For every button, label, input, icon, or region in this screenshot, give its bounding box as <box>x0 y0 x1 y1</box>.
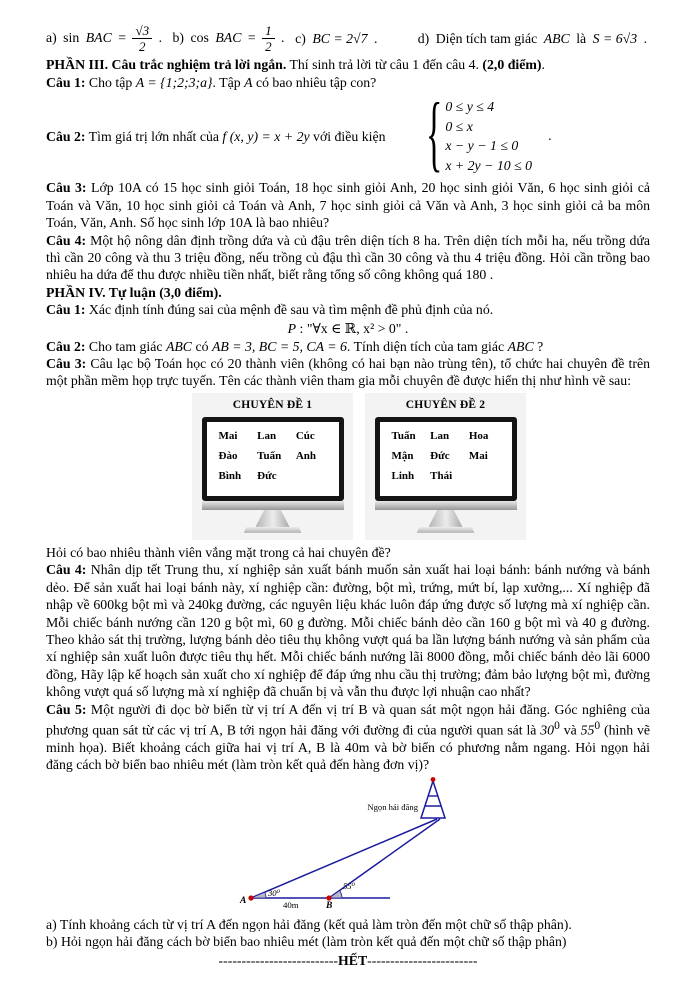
end-of-exam-line <box>46 952 650 970</box>
question-text: Hỏi ngọn hải đăng cách bờ biển bao nhiêu mét (làm tròn kết quả đến một chữ số thập phân) <box>57 934 567 950</box>
angle-A-label: 30⁰ <box>268 887 281 898</box>
sub-question-b <box>46 933 650 950</box>
sub-question-a <box>46 916 650 933</box>
question-label: Câu 4: <box>46 232 87 248</box>
point-A-label: A <box>240 895 247 906</box>
participant-name: Anh <box>295 449 317 462</box>
seminar-monitors-figure <box>192 393 650 540</box>
seminar-panel-1 <box>192 393 353 540</box>
participant-name: Đức <box>257 469 277 482</box>
question-text: Tính khoảng cách từ vị trí A đến ngọn hải đăng (kết quả làm tròn đến một chữ số thập phân). <box>56 916 572 932</box>
fraction-numerator: 1 <box>262 24 275 39</box>
inequality-4: x + 2y − 10 ≤ 0 <box>445 157 533 173</box>
proposition-formula <box>46 319 650 338</box>
lighthouse-figure <box>186 774 596 912</box>
part4-question-1 <box>46 301 650 318</box>
variable-A: A <box>244 75 253 91</box>
side-lengths: AB = 3, BC = 5, CA = 6 <box>211 338 347 354</box>
option-d-text: Diện tích tam giác <box>435 31 538 46</box>
lighthouse-top-dot <box>431 777 436 782</box>
question-text: Tìm giá trị lớn nhất của <box>85 128 223 144</box>
option-d-variable: ABC <box>543 31 570 46</box>
question-text: Một người đi dọc bờ biển từ vị trí A đến vị trí B và quan sát một ngọn hải đăng. Góc nghiêng của phương quan sát từ các vị trí A, B tới ngọn hải đăng với đường đi của người quan sát là <box>46 701 650 738</box>
fraction-denominator: 2 <box>265 38 272 54</box>
question-text: với điều kiện <box>309 128 386 144</box>
part4-question-3-question <box>46 544 650 561</box>
participant-list <box>207 422 339 482</box>
question-text: Câu lạc bộ Toán học có 20 thành viên (không có hai bạn nào trùng tên), tổ chức hai chuyên đề trên một phần mềm họp trực tuyến. Tên các thành viên tham gia mỗi chuyên đề được hiển thị như hình vẽ sau: <box>46 356 650 389</box>
part4-question-4 <box>46 561 650 700</box>
option-b-dot: . <box>281 30 285 46</box>
question-text: Hỏi có bao nhiêu thành viên vắng mặt trong cả hai chuyên đề? <box>46 544 391 560</box>
fraction-denominator: 2 <box>139 38 146 54</box>
participant-name: Mai <box>218 429 238 442</box>
participant-name: Mai <box>468 449 488 462</box>
option-d-label: d) <box>417 31 430 46</box>
option-b <box>172 22 296 54</box>
part3-question-1 <box>46 73 650 93</box>
option-d-math: S = 6√3 <box>592 31 638 46</box>
dashes-left: -------------------------- <box>218 952 339 968</box>
monitor-base <box>244 527 302 533</box>
question-2-text <box>46 128 418 145</box>
question-label: Câu 2: <box>46 128 86 144</box>
objective-function: f (x, y) = x + 2y <box>222 128 310 144</box>
proposition-P: P <box>287 320 297 336</box>
option-c <box>295 31 418 47</box>
sentence-dot: . <box>548 128 552 144</box>
option-a-equals: = <box>118 30 127 46</box>
part4-question-3 <box>46 355 650 390</box>
participant-name: Lan <box>257 429 277 442</box>
participant-name: Đào <box>218 449 238 462</box>
system-brace: { <box>426 88 443 182</box>
participant-name: Cúc <box>295 429 315 442</box>
part4-question-5 <box>46 701 650 774</box>
participant-name: Tuấn <box>257 449 282 462</box>
option-d-dot: . <box>643 31 648 46</box>
seminar-panel-2 <box>365 393 526 540</box>
sub-question-label: a) <box>46 916 57 932</box>
point-A-dot <box>248 895 253 900</box>
question-label: Câu 3: <box>46 356 87 372</box>
option-b-equals: = <box>247 30 256 46</box>
participant-name: Hoa <box>468 429 489 442</box>
option-a-variable: BAC <box>85 30 112 46</box>
monitor-stand <box>429 510 463 527</box>
question-text: Xác định tính đúng sai của mệnh đề sau và tìm mệnh đề phủ định của nó. <box>85 302 494 318</box>
option-c-math: BC = 2√7 <box>312 31 368 46</box>
participant-name: Lan <box>430 429 450 442</box>
triangle-name: ABC <box>507 338 534 354</box>
answer-options-row <box>46 22 650 56</box>
part4-heading: PHẦN IV. Tự luận (3,0 điểm). <box>46 284 222 300</box>
option-a-fraction <box>132 24 152 53</box>
participant-name: Bình <box>218 469 242 482</box>
question-label: Câu 4: <box>46 562 87 578</box>
part3-question-4 <box>46 232 650 284</box>
monitor-stand <box>256 510 290 527</box>
option-d <box>418 31 650 47</box>
participant-name: Mận <box>391 449 414 462</box>
set-notation: A = {1;2;3;a} <box>135 75 213 91</box>
dashes-right: ------------------------ <box>367 952 478 968</box>
question-label: Câu 5: <box>46 701 87 717</box>
question-text: có <box>192 338 212 354</box>
question-text: ? <box>533 338 544 354</box>
option-a-function: sin <box>63 30 80 46</box>
angle-value-1: 30 <box>540 722 555 738</box>
distance-label: 40m <box>283 899 299 910</box>
question-label: Câu 2: <box>46 338 86 354</box>
seminar-2-title: CHUYÊN ĐỀ 2 <box>405 398 486 411</box>
option-d-mid: là <box>576 31 587 46</box>
part3-question-2 <box>46 88 650 182</box>
participant-name: Đức <box>430 449 450 462</box>
monitor-chin <box>202 501 344 510</box>
option-a <box>46 22 173 54</box>
question-label: Câu 1: <box>46 75 86 91</box>
question-label: Câu 1: <box>46 302 86 318</box>
question-text: . Tính diện tích của tam giác <box>346 338 508 354</box>
triangle-name: ABC <box>165 338 193 354</box>
inequality-1: 0 ≤ y ≤ 4 <box>445 99 495 115</box>
angle-value-2: 55 <box>580 722 595 738</box>
part3-title: PHẦN III. Câu trắc nghiệm trả lời ngắn. <box>46 57 287 72</box>
end-marker: HẾT <box>338 952 368 968</box>
angle-B-label: 55⁰ <box>343 880 356 891</box>
question-text: Một hộ nông dân định trồng dứa và củ đậu trên diện tích 8 ha. Trên diện tích mỗi ha, nếu trồng dứa thì cần 20 công và thu 3 triệu đồng, nếu trồng củ đậu thì cần 30 công và thu 4 triệu đồng. Hỏi cần trồng bao nhiêu ha dứa để thu được nhiều tiền nhất, biết rằng tổng số công không quá 180 . <box>46 232 650 283</box>
question-text: Nhân dịp tết Trung thu, xí nghiệp sản xuất bánh muốn sản xuất hai loại bánh: bánh nướng và bánh dẻo. Để sản xuất hai loại bánh này, xí nghiệp cần: đường, bột mì, trứng, mứt bí, lạp xưởng,... Xí nghiệp đã nhập về 600kg bột mì và 240kg đường, các nguyên liệu khác luôn đáp ứng được số lượng mà xí nghiệp cần. Mỗi chiếc bánh nướng cần 120 g bột mì, 60 g đường. Mỗi chiếc bánh dẻo cần 160 g bột mì và 40 g đường. Theo khảo sát thị trường, lượng bánh dẻo tiêu thụ không vượt quá ba lần lượng bánh nướng và sản phẩm của xí nghiệp sản xuất luôn được tiêu thụ hết. Mỗi chiếc bánh nướng lãi 8000 đồng, mỗi chiếc bánh dẻo lãi 6000 đồng, Hãy lập kế hoạch sản xuất cho xí nghiệp để đáp ứng nhu cầu thị trường; đảm bảo lượng bột mì, đường không vượt quá số lượng mà xí nghiệp đã chuẩn bị và vẫn thu được lợi nhuận cao nhất? <box>46 562 650 700</box>
question-label: Câu 3: <box>46 180 87 196</box>
inequality-3: x − y − 1 ≤ 0 <box>445 138 519 154</box>
angle-degree-sup: 0 <box>594 719 601 732</box>
monitor-base <box>417 527 475 533</box>
option-a-dot: . <box>158 30 163 46</box>
participant-list <box>380 422 512 482</box>
option-b-fraction <box>262 24 275 53</box>
option-b-label: b) <box>172 30 185 46</box>
question-text: (hình vẽ minh họa). Biết khoảng cách giữa hai vị trí A, B là 40m và bờ biển có phương nằm ngang. Hỏi ngọn hải đăng cách bờ biển bao nhiêu mét (làm tròn kết quả đến hàng đơn vị)? <box>46 722 650 773</box>
proposition-body: : "∀x ∈ ℝ, x² > 0" . <box>296 320 409 336</box>
question-text: và <box>559 722 581 738</box>
monitor-screen <box>202 417 344 501</box>
sub-question-label: b) <box>46 934 58 950</box>
option-b-function: cos <box>190 30 209 46</box>
inequality-system <box>445 97 532 175</box>
point-B-label: B <box>326 900 333 911</box>
option-b-variable: BAC <box>215 30 242 46</box>
option-c-label: c) <box>295 31 306 46</box>
fraction-numerator: √3 <box>132 24 152 39</box>
part3-heading <box>46 56 650 73</box>
option-c-dot: . <box>373 31 378 46</box>
part3-points: (2,0 điểm) <box>482 57 542 72</box>
question-text: có bao nhiêu tập con? <box>252 75 377 91</box>
question-text: Cho tam giác <box>85 338 166 354</box>
part3-dot: . <box>541 57 545 72</box>
part3-subtitle: Thí sinh trả lời từ câu 1 đến câu 4. <box>286 57 483 72</box>
part3-question-3 <box>46 179 650 231</box>
question-text: Lớp 10A có 15 học sinh giỏi Toán, 18 học sinh giỏi Anh, 20 học sinh giỏi Văn, 6 học sinh giỏi cả Toán và Văn, 10 học sinh giỏi cả Toán và Anh, 7 học sinh giỏi cả Văn và Anh, 3 học sinh giỏi cả ba môn Toán, Văn, Anh. Số học sinh lớp 10A là bao nhiêu? <box>46 180 650 231</box>
inequality-2: 0 ≤ x <box>445 118 473 134</box>
participant-name: Tuấn <box>391 429 416 442</box>
part4-question-2 <box>46 338 650 355</box>
option-a-label: a) <box>46 30 57 46</box>
angle-degree-sup: 0 <box>554 719 560 732</box>
lighthouse-label: Ngọn hải đăng <box>367 801 418 812</box>
point-B-dot <box>326 895 331 900</box>
seminar-1-title: CHUYÊN ĐỀ 1 <box>232 398 313 411</box>
lighthouse-tower <box>421 781 445 818</box>
participant-name: Thái <box>430 469 453 482</box>
participant-name: Linh <box>391 469 415 482</box>
question-text: . Tập <box>212 75 245 91</box>
monitor-screen <box>375 417 517 501</box>
monitor-chin <box>375 501 517 510</box>
question-text: Cho tập <box>85 75 136 91</box>
